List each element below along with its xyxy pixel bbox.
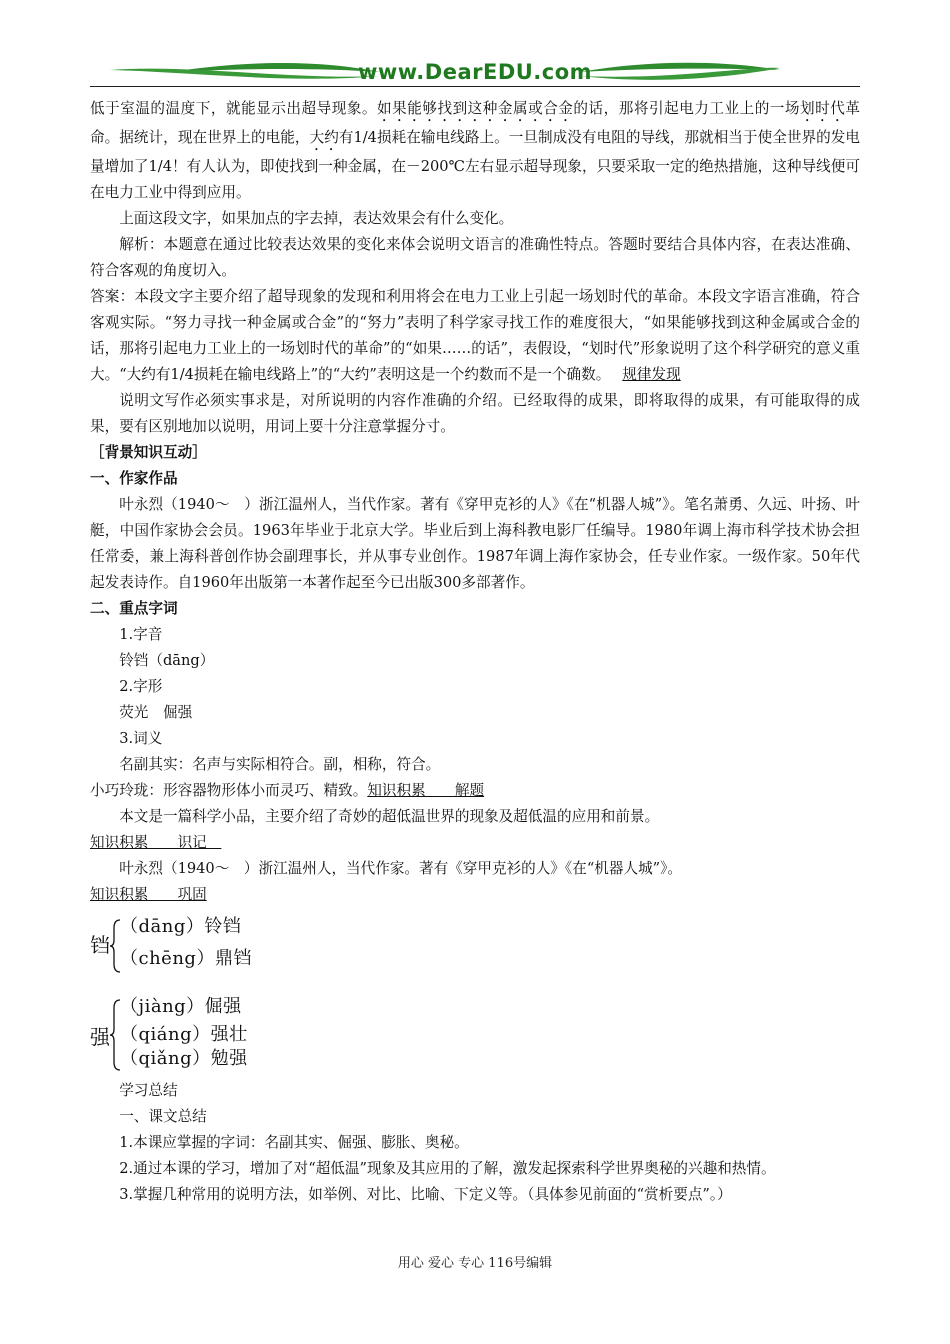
- polyphone-brace-qiang: [90, 986, 860, 1078]
- emphasis-dotted-text: 如果能够找到这种金属或合金: [377, 100, 574, 117]
- writing-note: 说明文写作必须实事求是，对所说明的内容作准确的介绍。已经取得的成果，即将取得的成果，有可能取得的成果，要有区别地加以说明，用词上要十分注意掌握分寸。: [90, 392, 860, 435]
- site-logo-text: www.DearEDU.com: [357, 60, 593, 84]
- vocab-item: 名副其实：名声与实际相符合。副，相称，符合。: [119, 756, 441, 773]
- summary-item: 2.通过本课的学习，增加了对“超低温”现象及其应用的了解，激发起探索科学世界奥秘的兴趣和热情。: [119, 1160, 776, 1177]
- brace-reading: （qiǎng）勉强: [120, 1048, 248, 1069]
- polyphone-brace-dang: [90, 908, 860, 986]
- brace-reading: （qiáng）强壮: [120, 1024, 248, 1045]
- brace-char: 铛: [90, 933, 110, 957]
- link-knowledge-memorize[interactable]: 知识积累 识记: [90, 834, 222, 851]
- section-title-background: ［背景知识互动］: [90, 444, 207, 461]
- link-knowledge-solution[interactable]: 知识积累 解题: [367, 782, 485, 799]
- emphasis-dotted-text: 划时代: [800, 100, 846, 117]
- vocab-item: 小巧玲珑：形容器物形体小而灵巧、精致。知识积累 解题: [90, 782, 485, 799]
- brace-reading: （dāng）铃铛: [120, 916, 242, 937]
- document-body: [90, 96, 860, 1208]
- analysis-text: 解析：本题意在通过比较表达效果的变化来体会说明文语言的准确性特点。答题时要结合具体内容，在表达准确、符合客观的角度切入。: [90, 236, 860, 279]
- author-short: 叶永烈（1940～ ）浙江温州人，当代作家。著有《穿甲克衫的人》《在“机器人城”》。: [119, 860, 683, 877]
- summary-subtitle: 一、课文总结: [119, 1108, 207, 1125]
- author-bio: 叶永烈（1940～ ）浙江温州人，当代作家。著有《穿甲克衫的人》《在“机器人城”》。笔名萧勇、久远、叶扬、叶艇，中国作家协会会员。1963年毕业于北京大学。毕业后到上海科教电影厂任编导。1980年调上海市科学技术协会担任常委，兼上海科普创作协会副理事长，并从事专业创作。1987年调上海作家协会，任专业作家。一级作家。50年代起发表诗作。自1960年出版第一本著作起至今已出版300多部著作。: [90, 496, 860, 591]
- summary-title: 学习总结: [119, 1082, 178, 1099]
- brace-char: 强: [90, 1025, 110, 1049]
- summary-item: 3.掌握几种常用的说明方法，如举例、对比、比喻、下定义等。（具体参见前面的“赏析要点”。）: [119, 1186, 732, 1203]
- brace-reading: （jiàng）倔强: [120, 996, 242, 1017]
- vocab-heading-pronunciation: 1.字音: [119, 626, 163, 643]
- brace-reading: （chēng）鼎铛: [120, 948, 252, 969]
- page-footer: 用心 爱心 专心 116号编辑: [397, 1256, 553, 1271]
- vocab-item: 荧光 倔强: [119, 704, 193, 721]
- vocab-heading-meaning: 3.词义: [119, 730, 163, 747]
- section-title-vocab: 二、重点字词: [90, 600, 178, 617]
- link-rule-discovery[interactable]: 规律发现: [622, 366, 681, 383]
- question-text: 上面这段文字，如果加点的字去掉，表达效果会有什么变化。: [119, 210, 514, 227]
- section-title-author: 一、作家作品: [90, 470, 178, 487]
- vocab-item: 铃铛（dāng）: [119, 652, 215, 669]
- passage-paragraph: 低于室温的温度下，就能显示出超导现象。如果能够找到这种金属或合金的话，那将引起电力工业上的一场划时代革命。据统计，现在世界上的电能，大约有1/4损耗在输电线路上。一旦制成没有电阻的导线，那就相当于使全世界的发电量增加了1/4！有人认为，即使找到一种金属，在－200℃左右显示超导现象，只要采取一定的绝热措施，这种导线便可在电力工业中得到应用。: [90, 100, 860, 201]
- answer-text: 答案：本段文字主要介绍了超导现象的发现和利用将会在电力工业上引起一场划时代的革命。本段文字语言准确，符合客观实际。“努力寻找一种金属或合金”的“努力”表明了科学家寻找工作的难度很大，“如果能够找到这种金属或合金的话，那将引起电力工业上的一场划时代的革命”的“如果……的话”，表假设，“划时代”形象说明了这个科学研究的意义重大。“大约有1/4损耗在输电线路上”的“大约”表明这是一个约数而不是一个确数。 规律发现: [90, 288, 860, 383]
- emphasis-dotted-text: 大约: [309, 129, 339, 146]
- header-rule: [90, 86, 860, 87]
- link-knowledge-consolidate[interactable]: 知识积累 巩固: [90, 886, 207, 903]
- summary-item: 1.本课应掌握的字词：名副其实、倔强、膨胀、奥秘。: [119, 1134, 469, 1151]
- vocab-heading-form: 2.字形: [119, 678, 163, 695]
- summary-intro: 本文是一篇科学小品，主要介绍了奇妙的超低温世界的现象及超低温的应用和前景。: [119, 808, 660, 825]
